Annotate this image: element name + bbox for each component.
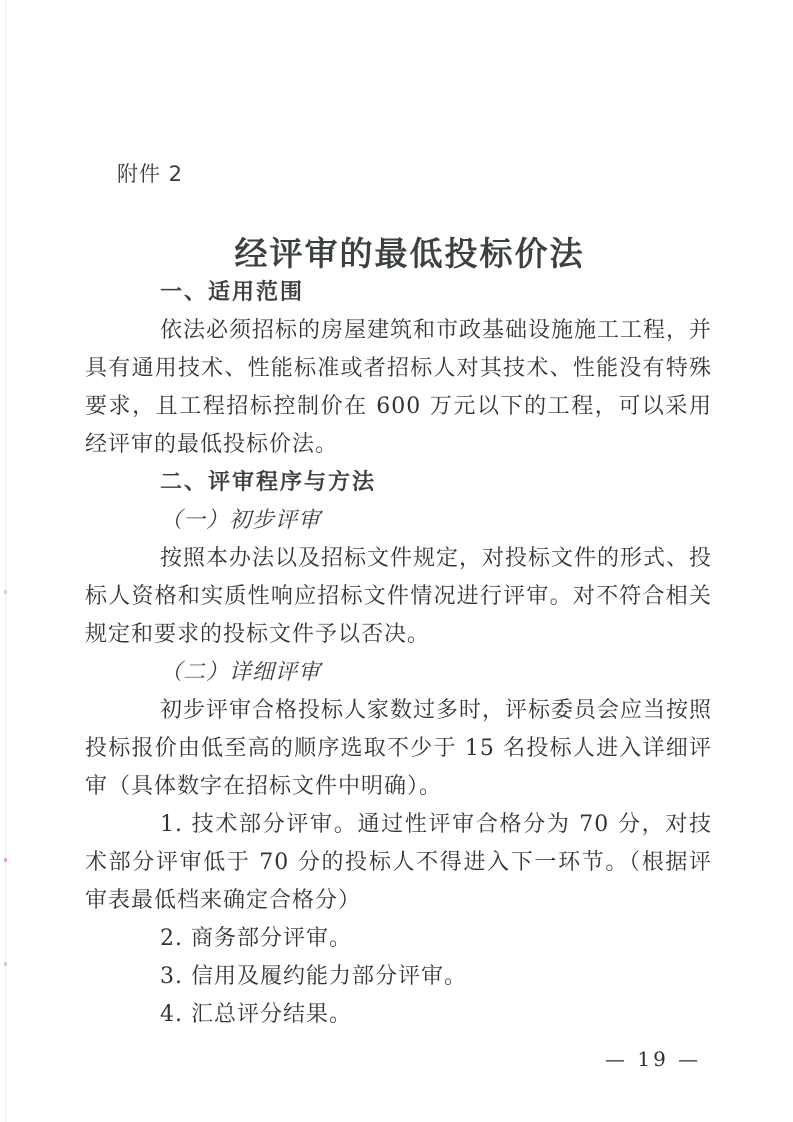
scan-artifact-speck bbox=[4, 858, 7, 862]
list-item-technical-review: 1. 技术部分评审。通过性评审合格分为 70 分，对技术部分评审低于 70 分的投标人不得进入下一环节。（根据评审表最低档来确定合格分） bbox=[85, 812, 712, 913]
paragraph-preliminary-review: 按照本办法以及招标文件规定，对投标文件的形式、投标人资格和实质性响应招标文件情况进行评审。对不符合相关规定和要求的投标文件予以否决。 bbox=[85, 546, 713, 647]
subsection-heading-detailed-review: （二）详细评审 bbox=[160, 660, 322, 685]
paragraph-scope: 依法必须招标的房屋建筑和市政基础设施施工工程，并具有通用技术、性能标准或者招标人对其技术、性能没有特殊要求，且工程招标控制价在 600 万元以下的工程，可以采用经评审的最低投标价法。 bbox=[85, 318, 713, 457]
attachment-label: 附件 2 bbox=[117, 162, 184, 186]
list-item-commercial-review: 2. 商务部分评审。 bbox=[160, 926, 352, 951]
subsection-heading-preliminary-review: （一）初步评审 bbox=[160, 508, 322, 533]
scan-artifact-speck bbox=[4, 590, 7, 594]
scan-artifact-speck bbox=[4, 962, 7, 966]
paragraph-detailed-review: 初步评审合格投标人家数过多时，评标委员会应当按照投标报价由低至高的顺序选取不少于 15 名投标人进入详细评审（具体数字在招标文件中明确）。 bbox=[85, 698, 713, 799]
list-item-score-summary: 4. 汇总评分结果。 bbox=[160, 1002, 352, 1027]
page-number: — 19 — bbox=[605, 1047, 702, 1071]
section-heading-procedure: 二、评审程序与方法 bbox=[160, 470, 377, 495]
document-title: 经评审的最低投标价法 bbox=[234, 234, 585, 274]
scan-artifact-line bbox=[5, 0, 6, 1122]
list-item-credit-review: 3. 信用及履约能力部分评审。 bbox=[160, 964, 467, 989]
document-body bbox=[85, 274, 712, 1034]
section-heading-scope: 一、适用范围 bbox=[160, 280, 305, 305]
